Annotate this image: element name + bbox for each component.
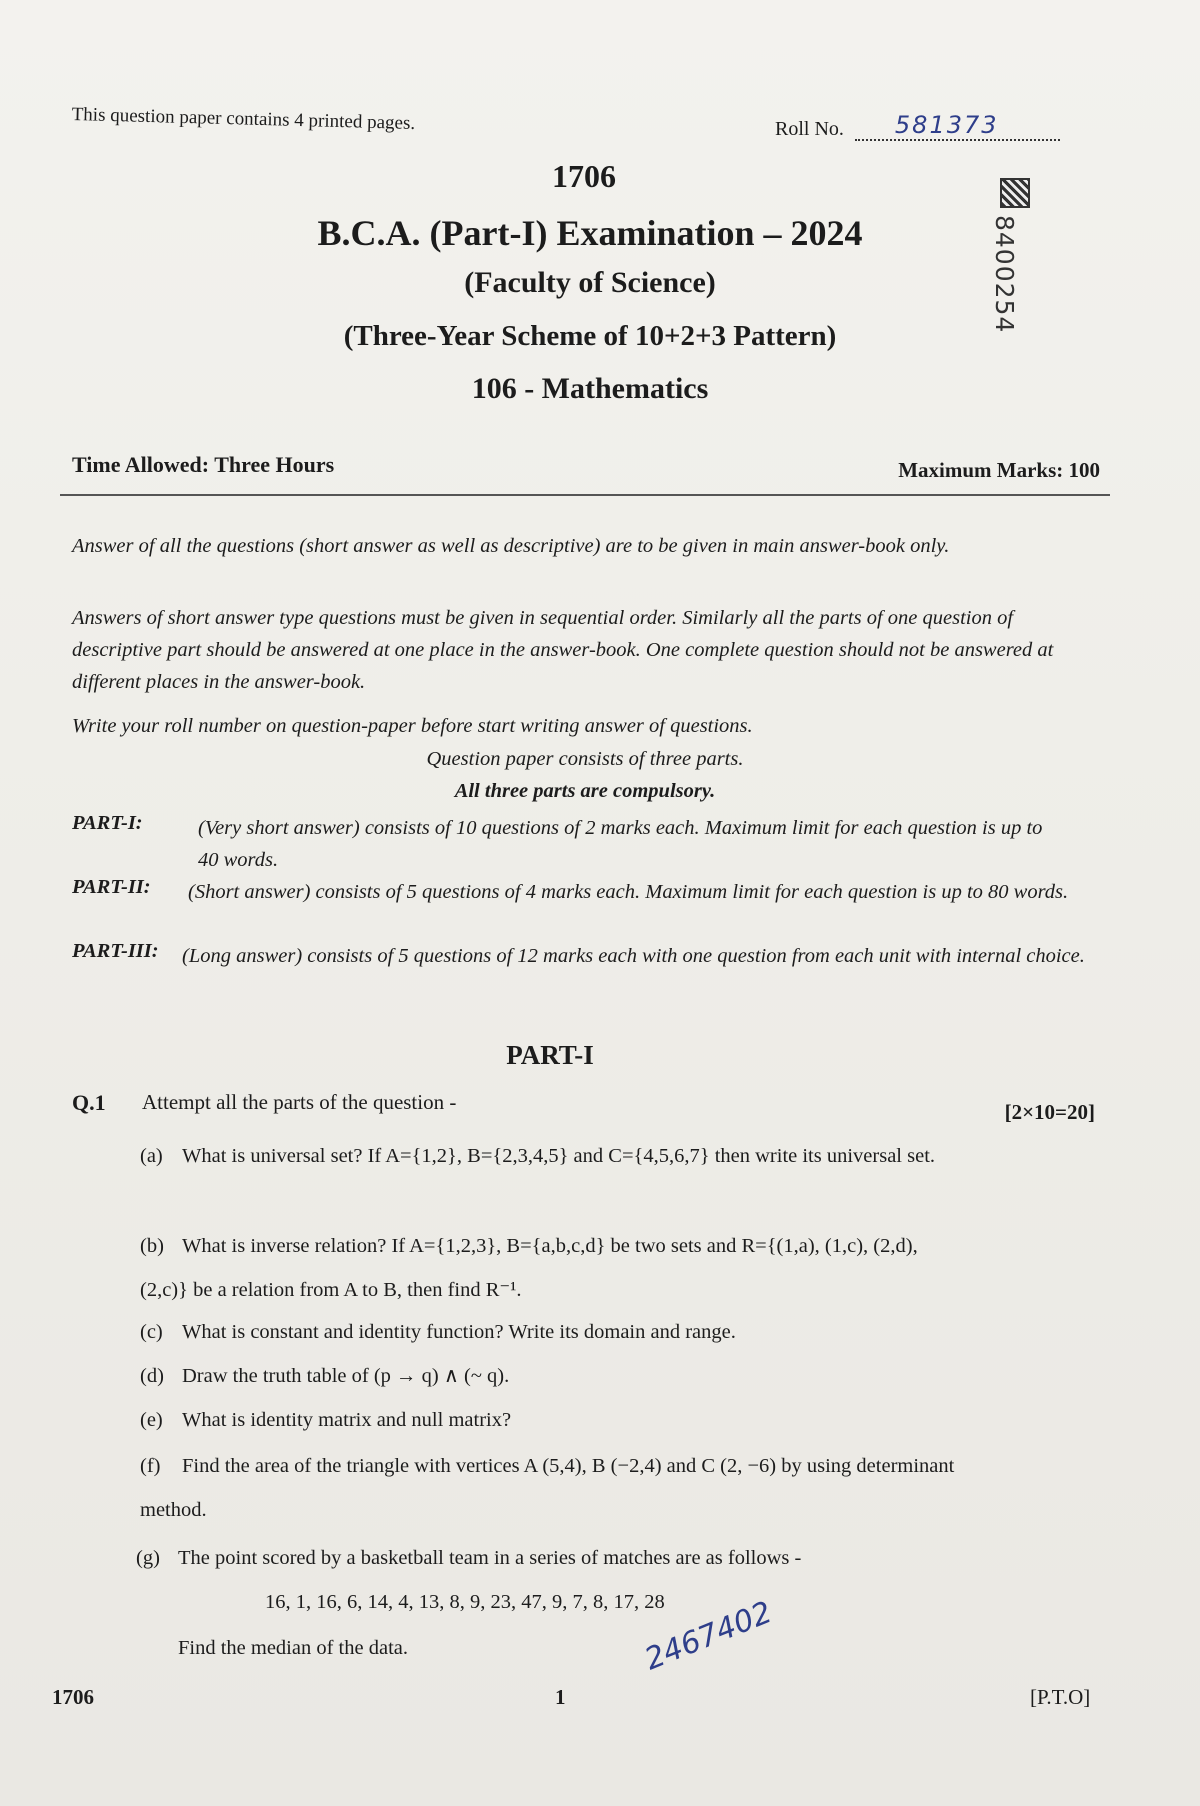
subject: 106 - Mathematics — [471, 372, 709, 405]
sub-question-a — [140, 1134, 960, 1178]
scheme: (Three-Year Scheme of 10+2+3 Pattern) — [343, 320, 837, 352]
sub-label: (c) — [140, 1321, 163, 1343]
instruction-1: Answer of all the questions (short answer as well as descriptive) are to be given in main answer-book only. — [72, 535, 950, 557]
sub-text: Draw the truth table of (p → q) ∧ (~ q). — [182, 1365, 510, 1387]
sub-question-g — [136, 1536, 986, 1580]
sub-label: (g) — [136, 1547, 160, 1569]
instruction-2: Answers of short answer type questions must be given in sequential order. Similarly all the parts of one question of descriptive part should be answered at one place in the answer-book. One complete question should not be answered at different places in the answer-book. — [72, 607, 1054, 693]
part-2-label: PART-II: — [72, 876, 151, 898]
roll-number — [775, 111, 1060, 141]
sub-label: (e) — [140, 1409, 163, 1431]
sub-label: (d) — [140, 1365, 164, 1387]
instruction-3: Write your roll number on question-paper before start writing answer of questions. — [72, 715, 753, 737]
part-1-text: (Very short answer) consists of 10 questions of 2 marks each. Maximum limit for each question is up to 40 words. — [198, 817, 1043, 871]
exam-title: B.C.A. (Part-I) Examination – 2024 — [317, 213, 863, 253]
divider — [60, 494, 1110, 496]
part-3-text: (Long answer) consists of 5 questions of 12 marks each with one question from each unit with internal choice. — [182, 945, 1085, 967]
g-tail: Find the median of the data. — [178, 1637, 408, 1659]
pto: [P.T.O] — [1030, 1685, 1091, 1709]
compulsory-note: All three parts are compulsory. — [454, 780, 716, 802]
sub-text: What is identity matrix and null matrix? — [182, 1409, 512, 1431]
sub-text: Find the area of the triangle with vertices A (5,4), B (−2,4) and C (2, −6) by using determinant method. — [140, 1455, 955, 1521]
sub-label: (b) — [140, 1235, 164, 1257]
roll-dotted-line — [855, 111, 1060, 141]
handwritten-number: 2467402 — [640, 1594, 777, 1678]
roll-value-handwritten: 581373 — [894, 111, 999, 139]
parts-count: Question paper consists of three parts. — [426, 748, 744, 770]
page-number: 1 — [555, 1685, 566, 1709]
sub-question-e — [140, 1398, 960, 1442]
sub-question-c — [140, 1310, 960, 1354]
sub-label: (a) — [140, 1145, 163, 1167]
part-1-label: PART-I: — [72, 812, 143, 834]
paper-code: 1706 — [552, 158, 616, 194]
maximum-marks: Maximum Marks: 100 — [898, 458, 1100, 482]
question-marks: [2×10=20] — [1004, 1100, 1095, 1124]
sub-question-b — [140, 1224, 960, 1312]
roll-label: Roll No. — [775, 118, 844, 140]
faculty: (Faculty of Science) — [464, 266, 716, 299]
time-allowed: Time Allowed: Three Hours — [72, 452, 335, 477]
qr-code-icon — [1000, 178, 1030, 208]
footer-code: 1706 — [52, 1685, 94, 1709]
g-data: 16, 1, 16, 6, 14, 4, 13, 8, 9, 23, 47, 9, 7, 8, 17, 28 — [265, 1591, 665, 1613]
question-number: Q.1 — [72, 1090, 106, 1115]
sub-text: What is universal set? If A={1,2}, B={2,3,4,5} and C={4,5,6,7} then write its universal set. — [182, 1145, 936, 1167]
serial-number: 8400254 — [990, 215, 1019, 334]
question-text: Attempt all the parts of the question - — [142, 1090, 457, 1114]
part-2-text: (Short answer) consists of 5 questions of 4 marks each. Maximum limit for each question is up to 80 words. — [188, 881, 1069, 903]
sub-text: The point scored by a basketball team in a series of matches are as follows - — [178, 1547, 802, 1569]
sub-text: What is inverse relation? If A={1,2,3}, B={a,b,c,d} be two sets and R={(1,a), (1,c), (2,d), (2,c)} be a relation from A to B, then find R⁻¹. — [140, 1235, 918, 1301]
pages-note: This question paper contains 4 printed pages. — [71, 104, 416, 134]
section-heading: PART-I — [506, 1040, 594, 1070]
sub-question-f — [140, 1444, 960, 1532]
sub-label: (f) — [140, 1455, 161, 1477]
sub-question-d — [140, 1354, 960, 1398]
sub-text: What is constant and identity function? Write its domain and range. — [182, 1321, 736, 1343]
part-3-label: PART-III: — [72, 940, 159, 962]
